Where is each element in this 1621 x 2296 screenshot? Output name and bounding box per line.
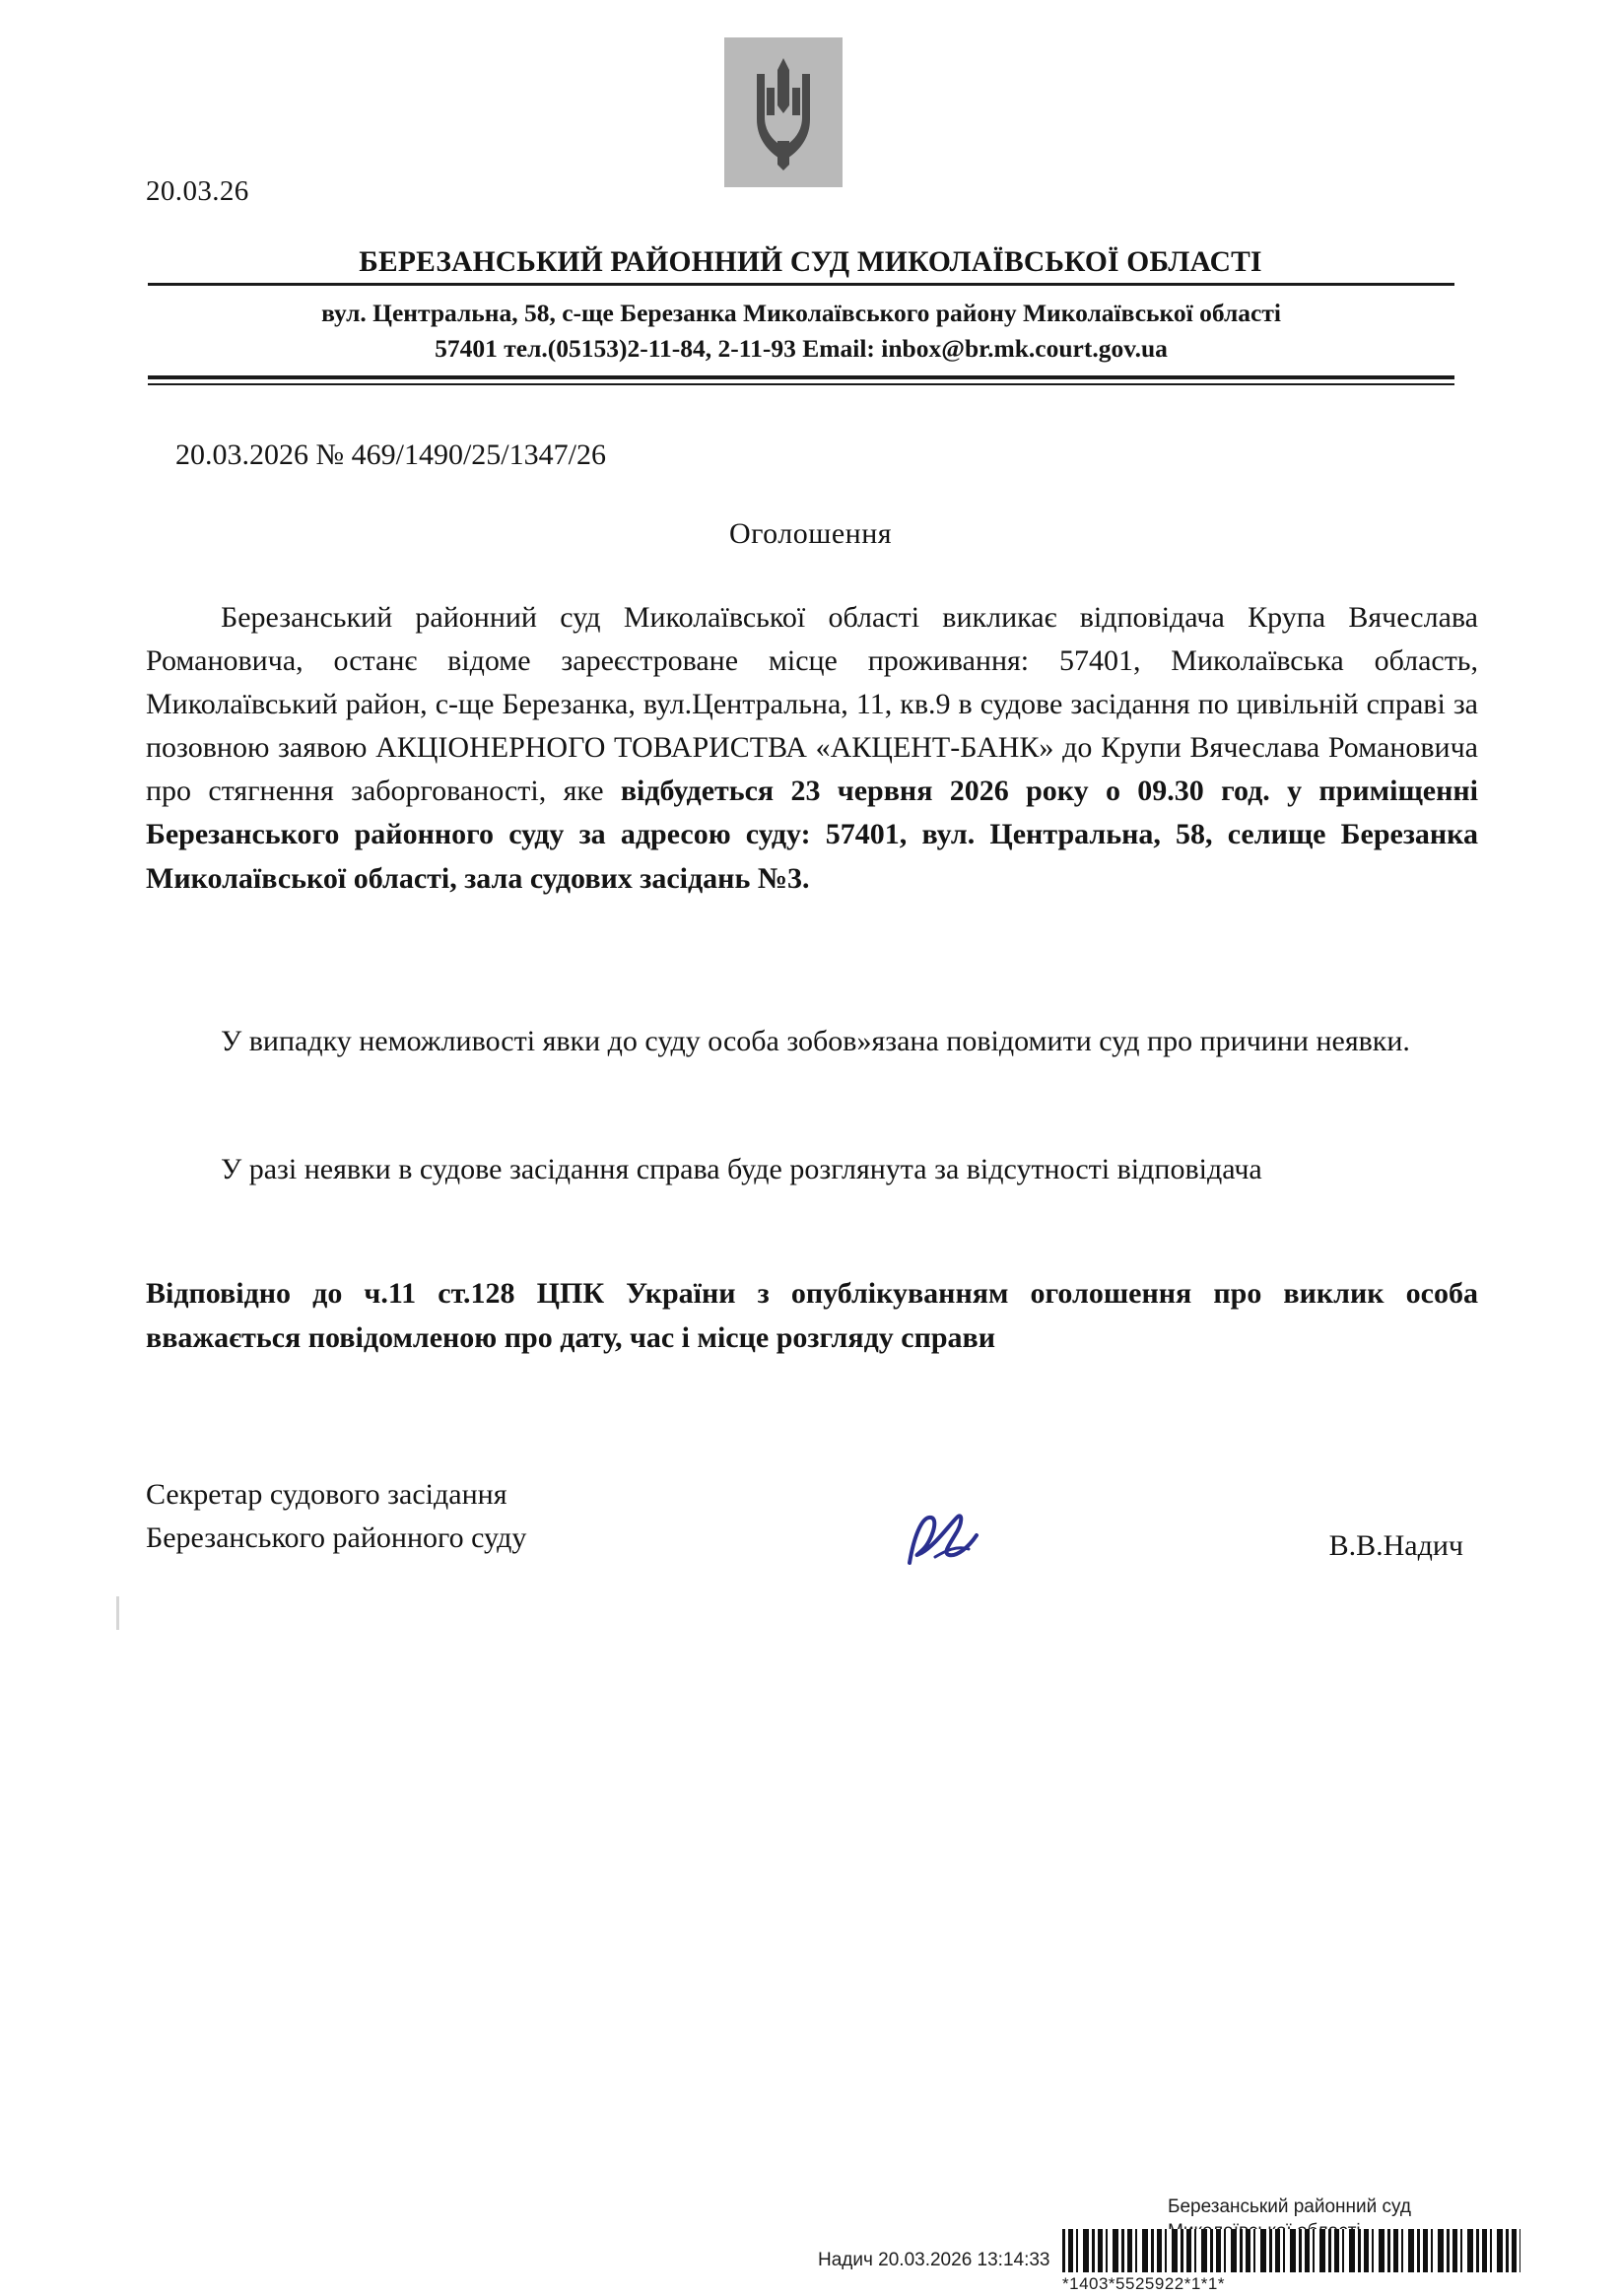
court-address-line-2: 57401 тел.(05153)2-11-84, 2-11-93 Email: inbox@br.mk.court.gov.ua — [435, 334, 1168, 364]
paragraph-absence-text: У разі неявки в судове засідання справа буде розглянута за відсутності відповідача — [221, 1153, 1262, 1185]
scan-artifact — [116, 1596, 119, 1630]
barcode-icon — [1062, 2229, 1520, 2272]
court-address-line-1: вул. Центральна, 58, с-ще Березанка Миколаївського району Миколаївської області — [321, 299, 1281, 327]
document-kind-title: Оголошення — [728, 517, 893, 550]
document-number: 20.03.2026 № 469/1490/25/1347/26 — [175, 439, 606, 471]
signature-role — [146, 1473, 526, 1560]
header-rule-bottom-thick — [148, 375, 1454, 379]
footer-signer-stamp: Надич 20.03.2026 13:14:33 — [818, 2250, 1050, 2270]
paragraph-law-reference — [146, 1271, 1478, 1385]
signature-role-line-1: Секретар судового засідання — [146, 1478, 507, 1511]
barcode-text: *1403*5525922*1*1* — [1062, 2274, 1225, 2293]
paragraph-absence — [146, 1148, 1478, 1217]
paragraph-summons-plain: Березанський районний суд Миколаївської області викликає відповідача Крупа Вячеслава Романовича, останє відоме зареєстроване місце проживання: 57401, Миколаївська область, Миколаївський район, с-ще Березанка, вул.Центральна, 11, кв.9 в судове засідання по цивільній справі за позовною заявою АКЦІОНЕРНОГО ТОВАРИСТВА «АКЦЕНТ-БАНК» до Крупи Вячеслава Романовича про стягнення заборгованості, яке — [146, 601, 1478, 808]
signature-role-line-2: Березанського районного суду — [146, 1521, 527, 1555]
court-name: БЕРЕЗАНСЬКИЙ РАЙОННИЙ СУД МИКОЛАЇВСЬКОЇ ОБЛАСТІ — [359, 246, 1262, 278]
stamp-date: 20.03.26 — [146, 175, 249, 207]
court-address — [148, 296, 1454, 367]
paragraph-summons-bold: відбудеться 23 червня 2026 року о 09.30 год. у приміщенні Березанського районного суду за адресою суду: 57401, вул. Центральна, 58, селище Березанка Миколаївської області, зала судових засідань №3. — [146, 775, 1479, 895]
paragraph-law-text: Відповідно до ч.11 ст.128 ЦПК України з опублікуванням оголошення про виклик особа вважається повідомленою про дату, час і місце розгляду справи — [146, 1277, 1478, 1354]
paragraph-inform-text: У випадку неможливості явки до суду особа зобов»язана повідомити суд про причини неявки. — [221, 1025, 1410, 1057]
paragraph-summons — [146, 596, 1478, 926]
header-rule-top — [148, 283, 1454, 286]
ukraine-trident-emblem-icon — [724, 37, 843, 187]
header-rule-bottom-thin — [148, 383, 1454, 385]
handwritten-signature-icon — [892, 1506, 1000, 1575]
footer-org-line-1: Березанський районний суд — [1168, 2196, 1411, 2217]
signature-name: В.В.Надич — [1328, 1529, 1463, 1562]
paragraph-inform-court — [146, 1020, 1478, 1089]
